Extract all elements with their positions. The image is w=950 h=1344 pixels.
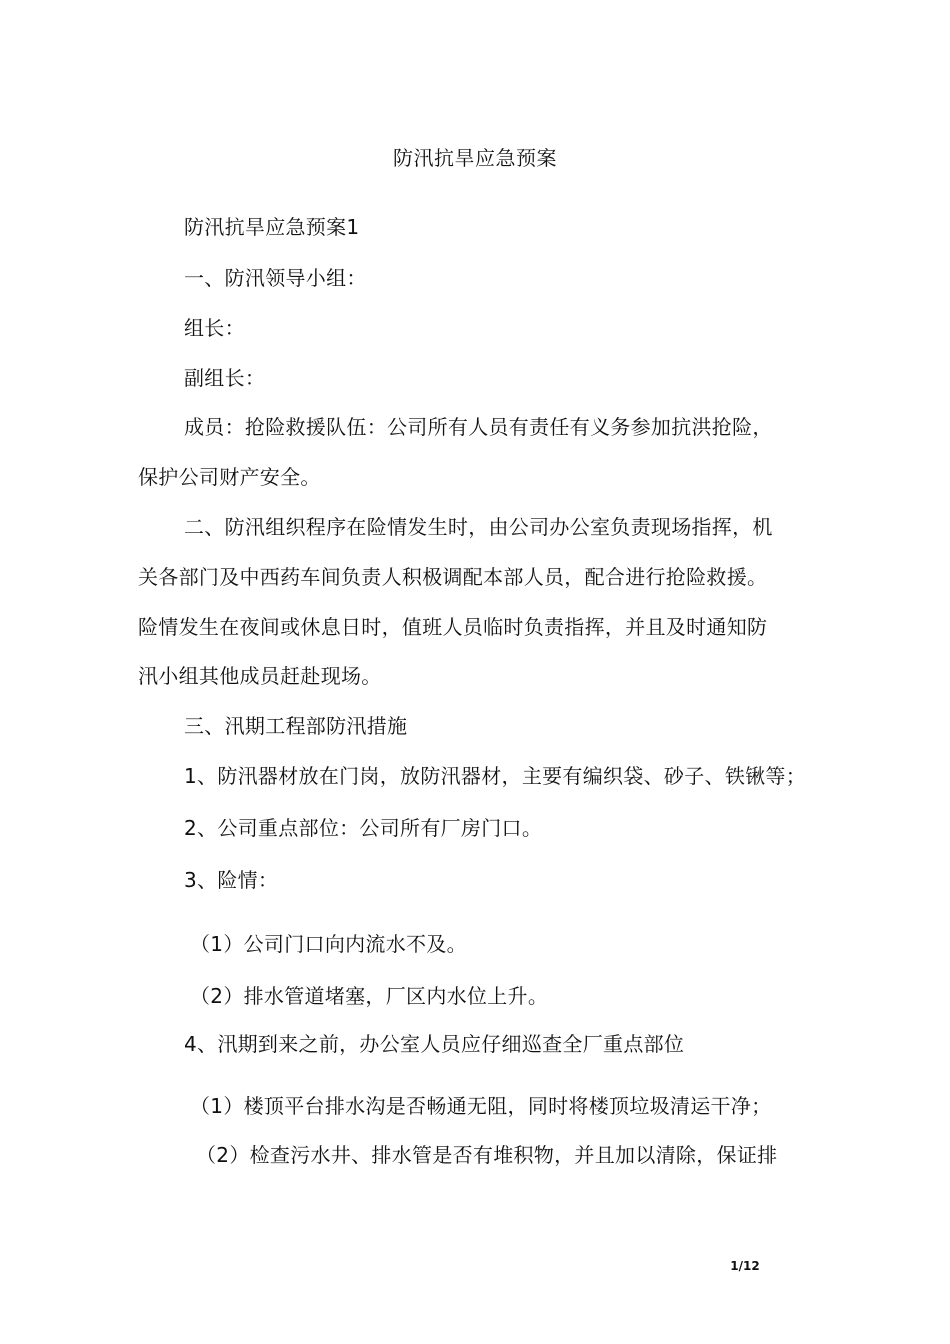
paragraph-line: 1、防汛器材放在门岗，放防汛器材，主要有编织袋、砂子、铁锹等； xyxy=(184,764,807,788)
document-title: 防汛抗旱应急预案 xyxy=(393,146,557,170)
list-item: （1）楼顶平台排水沟是否畅通无阻，同时将楼顶垃圾清运干净； xyxy=(190,1094,772,1118)
list-item: （2）检查污水井、排水管是否有堆积物，并且加以清除，保证排 xyxy=(196,1143,778,1167)
paragraph-line: 组长： xyxy=(184,316,245,340)
paragraph-line: 二、防汛组织程序在险情发生时，由公司办公室负责现场指挥，机 xyxy=(184,515,773,539)
page-number: 1/12 xyxy=(730,1259,760,1273)
paragraph-line: 成员：抢险救援队伍：公司所有人员有责任有义务参加抗洪抢险， xyxy=(184,415,773,439)
list-item: （1）公司门口向内流水不及。 xyxy=(190,932,467,956)
paragraph-line: 保护公司财产安全。 xyxy=(138,465,321,489)
paragraph-line: 三、汛期工程部防汛措施 xyxy=(184,714,408,738)
paragraph-line: 汛小组其他成员赶赴现场。 xyxy=(138,664,382,688)
paragraph-line: 关各部门及中西药车间负责人积极调配本部人员，配合进行抢险救援。 xyxy=(138,565,768,589)
list-item: （2）排水管道堵塞，厂区内水位上升。 xyxy=(190,984,549,1008)
paragraph-line: 2、公司重点部位：公司所有厂房门口。 xyxy=(184,816,543,840)
paragraph-line: 险情发生在夜间或休息日时，值班人员临时负责指挥，并且及时通知防 xyxy=(138,615,768,639)
section-heading: 防汛抗旱应急预案1 xyxy=(184,215,360,239)
paragraph-line: 副组长： xyxy=(184,366,266,390)
paragraph-line: 一、防汛领导小组： xyxy=(184,266,367,290)
paragraph-line: 3、险情： xyxy=(184,868,279,892)
paragraph-line: 4、汛期到来之前，办公室人员应仔细巡查全厂重点部位 xyxy=(184,1032,685,1056)
